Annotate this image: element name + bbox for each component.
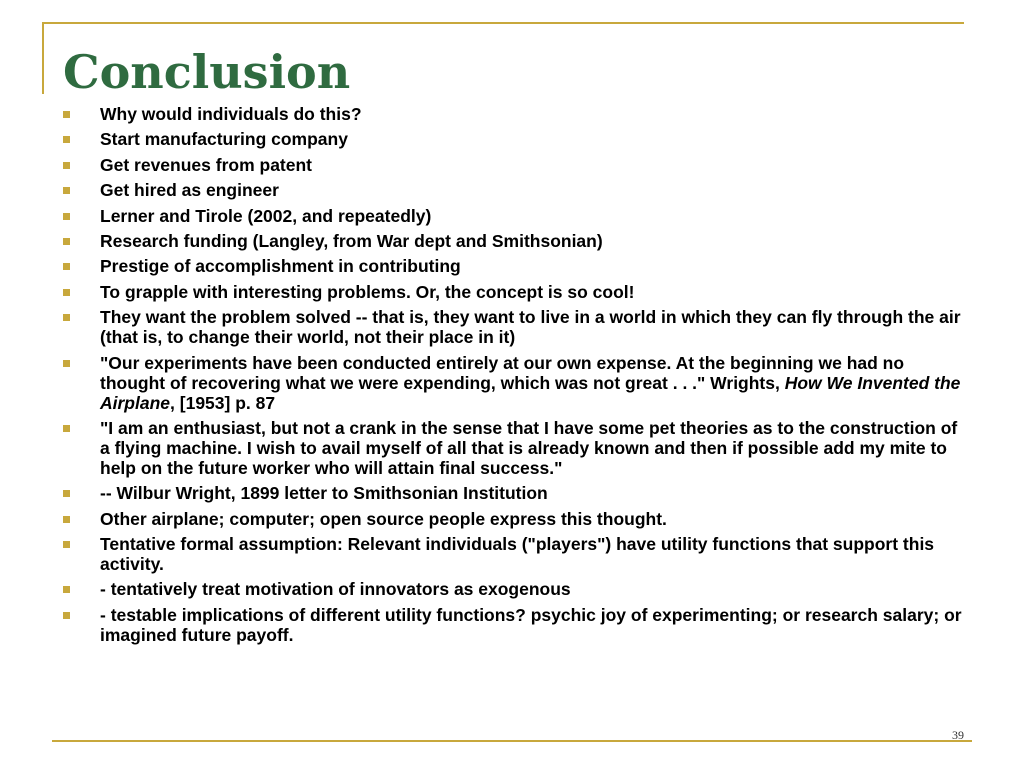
bullet-text: Other airplane; computer; open source people express this thought. xyxy=(100,508,667,529)
square-bullet-icon xyxy=(63,360,70,367)
square-bullet-icon xyxy=(63,136,70,143)
bullet-item xyxy=(60,256,970,276)
left-border-line xyxy=(42,22,44,94)
bullet-item xyxy=(60,509,970,529)
bullet-text: Prestige of accomplishment in contributing xyxy=(100,256,461,277)
top-border-line xyxy=(42,22,964,24)
bullet-text: -- Wilbur Wright, 1899 letter to Smithsonian Institution xyxy=(100,483,548,504)
bullet-item xyxy=(60,206,970,226)
bullet-list xyxy=(60,104,970,650)
bullet-item xyxy=(60,155,970,175)
bullet-item xyxy=(60,231,970,251)
bullet-item xyxy=(60,104,970,124)
square-bullet-icon xyxy=(63,586,70,593)
square-bullet-icon xyxy=(63,425,70,432)
bullet-item xyxy=(60,282,970,302)
bullet-item xyxy=(60,180,970,200)
square-bullet-icon xyxy=(63,111,70,118)
bullet-item xyxy=(60,483,970,503)
bullet-item xyxy=(60,307,970,347)
bullet-item xyxy=(60,418,970,478)
page-number: 39 xyxy=(952,728,964,742)
bullet-item xyxy=(60,605,970,645)
bullet-text: - tentatively treat motivation of innovators as exogenous xyxy=(100,579,571,600)
citation-suffix: , [1953] p. 87 xyxy=(170,392,276,413)
square-bullet-icon xyxy=(63,263,70,270)
bullet-text: Get revenues from patent xyxy=(100,154,312,175)
bullet-item xyxy=(60,353,970,413)
slide-title: Conclusion xyxy=(63,45,351,99)
bullet-item xyxy=(60,129,970,149)
bullet-text: Start manufacturing company xyxy=(100,129,348,150)
bullet-text: Why would individuals do this? xyxy=(100,104,362,124)
bullet-text: To grapple with interesting problems. Or, the concept is so cool! xyxy=(100,281,635,302)
bullet-text: Tentative formal assumption: Relevant individuals ("players") have utility functions that support this activity. xyxy=(100,534,935,575)
square-bullet-icon xyxy=(63,314,70,321)
bullet-text: "Our experiments have been conducted entirely at our own expense. At the beginning we had no thought of recovering what we were expending, which was not great . . ." Wrights, xyxy=(100,352,905,393)
bullet-text: Lerner and Tirole (2002, and repeatedly) xyxy=(100,205,432,226)
square-bullet-icon xyxy=(63,612,70,619)
square-bullet-icon xyxy=(63,238,70,245)
square-bullet-icon xyxy=(63,516,70,523)
bullet-item xyxy=(60,534,970,574)
bullet-text: Research funding (Langley, from War dept and Smithsonian) xyxy=(100,230,603,251)
square-bullet-icon xyxy=(63,541,70,548)
square-bullet-icon xyxy=(63,490,70,497)
bullet-text: They want the problem solved -- that is, they want to live in a world in which they can fly through the air (that is, to change their world, not their place in it) xyxy=(100,307,961,348)
square-bullet-icon xyxy=(63,213,70,220)
square-bullet-icon xyxy=(63,162,70,169)
bullet-text: Get hired as engineer xyxy=(100,180,279,201)
bullet-item xyxy=(60,579,970,599)
bottom-border-line xyxy=(52,740,972,742)
bullet-text: "I am an enthusiast, but not a crank in the sense that I have some pet theories as to the construction of a flying machine. I wish to avail myself of all that is already known and then if possible add my mite to help on the future worker who will attain final success." xyxy=(100,417,958,478)
square-bullet-icon xyxy=(63,187,70,194)
bullet-text: - testable implications of different utility functions? psychic joy of experimenting; or research salary; or imagined future payoff. xyxy=(100,604,962,645)
book-title: How We Invented the Airplane xyxy=(100,372,961,413)
square-bullet-icon xyxy=(63,289,70,296)
